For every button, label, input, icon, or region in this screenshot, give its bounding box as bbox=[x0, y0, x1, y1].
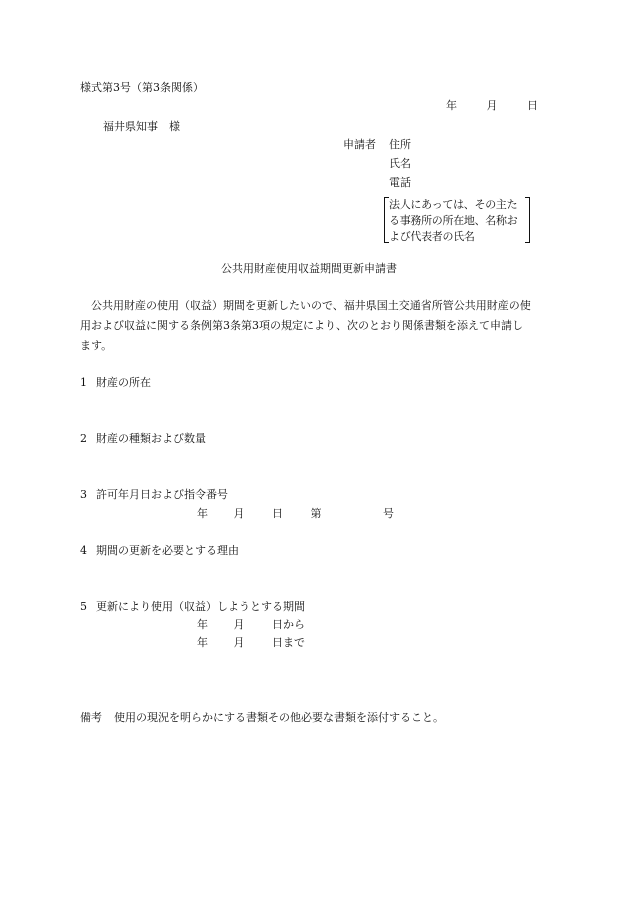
item-4-number: 4 bbox=[80, 544, 87, 557]
form-number: 様式第3号（第3条関係） bbox=[80, 81, 204, 94]
permit-no-suffix: 号 bbox=[383, 507, 394, 520]
permit-date-line bbox=[197, 507, 394, 521]
to-month-label: 月 bbox=[233, 636, 245, 649]
corporation-note-line: 法人にあっては、その主た bbox=[389, 198, 518, 211]
date-month-label: 月 bbox=[486, 99, 498, 112]
date-year-label: 年 bbox=[446, 99, 457, 112]
item-5-label: 更新により使用（収益）しようとする期間 bbox=[96, 600, 305, 613]
remarks-label: 備考 bbox=[80, 711, 102, 724]
body-line: 用および収益に関する条例第3条第3項の規定により、次のとおり関係書類を添えて申請し bbox=[80, 319, 523, 332]
addressee: 福井県知事 様 bbox=[103, 120, 180, 133]
to-year-label: 年 bbox=[197, 636, 208, 649]
from-day-label: 日から bbox=[272, 618, 305, 631]
body-line: 公共用財産の使用（収益）期間を更新したいので、福井県国土交通省所管公共用財産の使 bbox=[91, 299, 531, 312]
from-year-label: 年 bbox=[197, 618, 208, 631]
document-title: 公共用財産使用収益期間更新申請書 bbox=[221, 262, 397, 275]
name-label: 氏名 bbox=[389, 157, 411, 170]
item-1-number: 1 bbox=[80, 376, 87, 389]
corporation-note-line: よび代表者の氏名 bbox=[389, 230, 475, 243]
item-4-label: 期間の更新を必要とする理由 bbox=[96, 544, 239, 557]
item-1-label: 財産の所在 bbox=[96, 376, 151, 389]
address-label: 住所 bbox=[389, 138, 411, 151]
item-2-number: 2 bbox=[80, 432, 87, 445]
permit-year-label: 年 bbox=[197, 507, 208, 520]
permit-no-prefix: 第 bbox=[310, 507, 322, 520]
permit-month-label: 月 bbox=[233, 507, 245, 520]
item-3-number: 3 bbox=[80, 488, 87, 501]
to-day-label: 日まで bbox=[272, 636, 305, 649]
period-from-line bbox=[197, 618, 305, 632]
item-3-label: 許可年月日および指令番号 bbox=[96, 488, 228, 501]
item-2-label: 財産の種類および数量 bbox=[96, 432, 206, 445]
from-month-label: 月 bbox=[233, 618, 245, 631]
application-body bbox=[80, 296, 555, 356]
body-line: ます。 bbox=[80, 339, 113, 352]
period-to-line bbox=[197, 636, 305, 650]
applicant-label: 申請者 bbox=[343, 138, 376, 151]
item-5-number: 5 bbox=[80, 600, 87, 613]
remarks-text: 使用の現況を明らかにする書類その他必要な書類を添付すること。 bbox=[114, 711, 444, 724]
permit-day-label: 日 bbox=[272, 507, 283, 520]
phone-label: 電話 bbox=[389, 176, 411, 189]
corporation-note-line: る事務所の所在地、名称お bbox=[389, 214, 518, 227]
date-day-label: 日 bbox=[527, 99, 538, 112]
corporation-note bbox=[384, 197, 530, 243]
submission-date bbox=[446, 99, 538, 113]
